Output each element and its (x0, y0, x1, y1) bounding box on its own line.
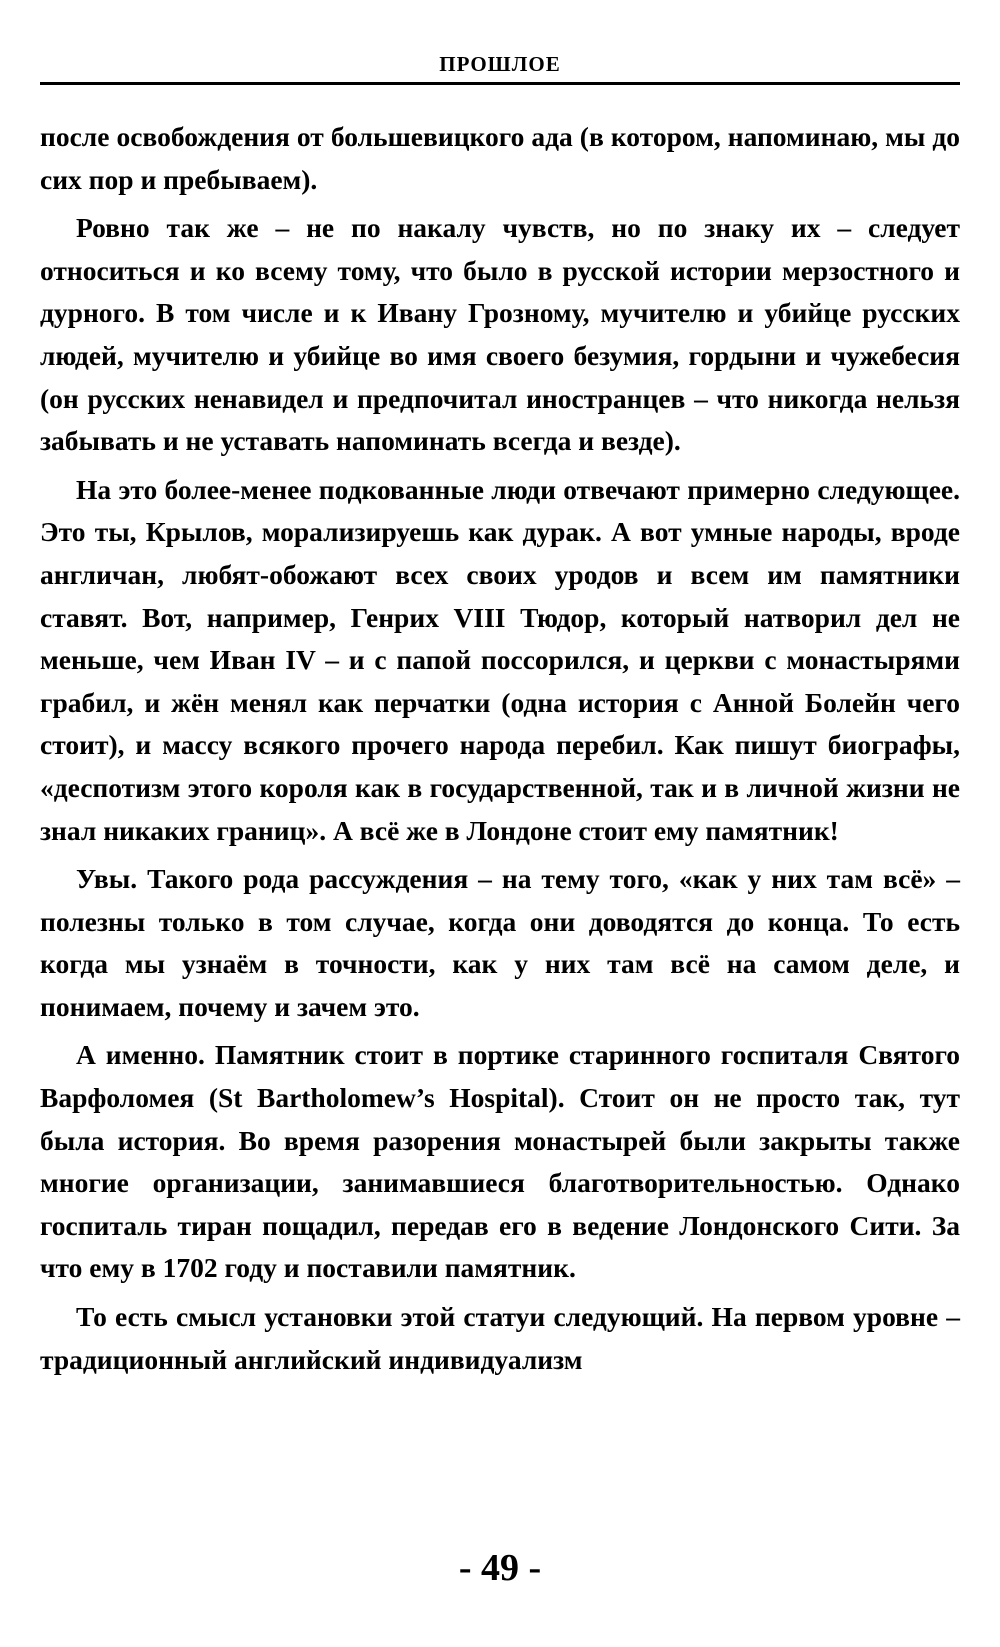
page-number: - 49 - (458, 1547, 542, 1589)
body-text (40, 116, 960, 1387)
header-rule (40, 82, 960, 85)
paragraph: А именно. Памятник стоит в портике старинного госпиталя Святого Варфоломея (St Bartholomew’s Hospital). Стоит он не просто так, тут была история. Во время разорения монастырей были закрыты также многие организации, занимавшиеся благотворительностью. Однако госпиталь тиран пощадил, передав его в ведение Лондонского Сити. За что ему в 1702 году и поставили памятник. (40, 1039, 960, 1284)
paragraph: На это более-менее подкованные люди отвечают примерно следующее. Это ты, Крылов, морализируешь как дурак. А вот умные народы, вроде англичан, любят-обожают всех своих уродов и всем им памятники ставят. Вот, например, Генрих VIII Тюдор, который натворил дел не меньше, чем Иван IV – и с папой поссорился, и церкви с монастырями грабил, и жён менял как перчатки (одна история с Анной Болейн чего стоит), и массу всякого прочего народа перебил. Как пишут биографы, «деспотизм этого короля как в государственной, так и в личной жизни не знал никаких границ». А всё же в Лондоне стоит ему памятник! (40, 473, 960, 846)
running-head: ПРОШЛОЕ (439, 52, 561, 76)
paragraph: после освобождения от большевицкого ада (в котором, напоминаю, мы до сих пор и пребываем). (40, 121, 960, 195)
paragraph: То есть смысл установки этой статуи следующий. На первом уровне – традиционный английский индивидуализм (40, 1301, 960, 1375)
paragraph: Увы. Такого рода рассуждения – на тему того, «как у них там всё» – полезны только в том случае, когда они доводятся до конца. То есть когда мы узнаём в точности, как у них там всё на самом деле, и понимаем, почему и зачем это. (40, 863, 960, 1022)
paragraph: Ровно так же – не по накалу чувств, но по знаку их – следует относиться и ко всему тому, что было в русской истории мерзостного и дурного. В том числе и к Ивану Грозному, мучителю и убийце русских людей, мучителю и убийце во имя своего безумия, гордыни и чужебесия (он русских ненавидел и предпочитал иностранцев – что никогда нельзя забывать и не уставать напоминать всегда и везде). (40, 212, 960, 457)
book-page (40, 0, 960, 1647)
